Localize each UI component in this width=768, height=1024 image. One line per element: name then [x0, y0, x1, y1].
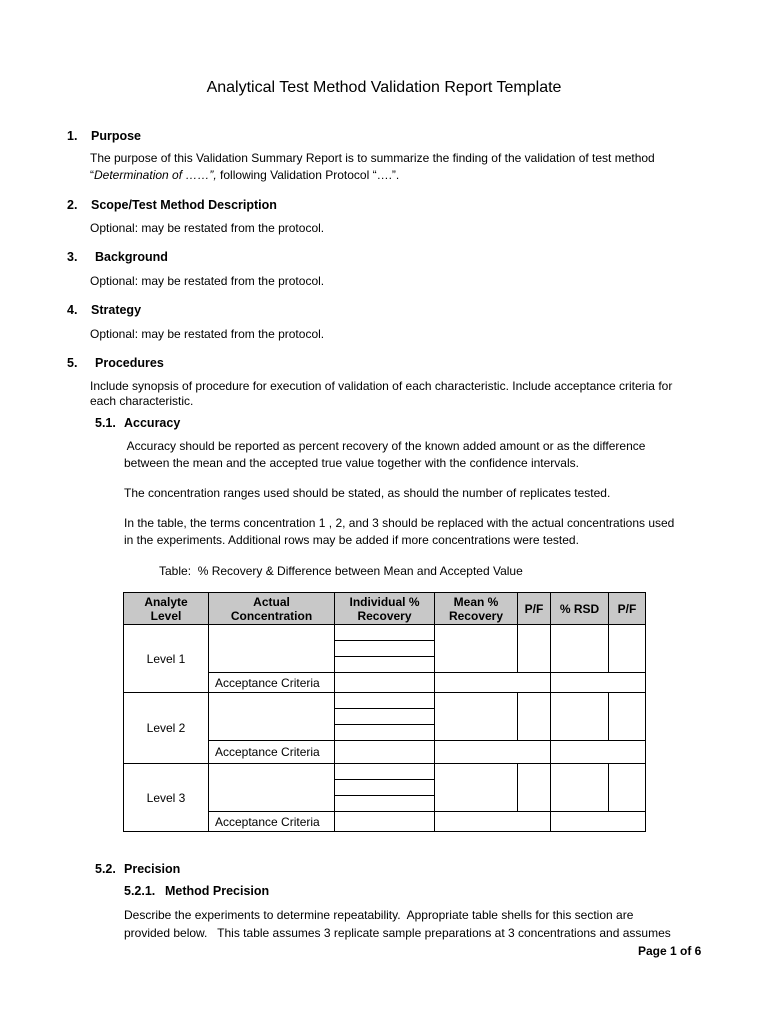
table-caption: Table: % Recovery & Difference between Mean and Accepted Value [159, 564, 523, 578]
accuracy-para-1-line-1: Accuracy should be reported as percent recovery of the known added amount or as the difference [124, 439, 646, 453]
section-5-line-2: each characteristic. [90, 394, 194, 408]
level-3-individual-cells [335, 764, 435, 812]
section-5-2-heading: 5.2. Precision [95, 862, 181, 876]
level-3-acceptance-criteria: Acceptance Criteria [209, 812, 335, 832]
section-2-heading: 2. Scope/Test Method Description [67, 198, 277, 212]
method-precision-line-1: Describe the experiments to determine repeatability. Appropriate table shells for this section are [124, 908, 634, 922]
section-4-heading: 4. Strategy [67, 303, 142, 317]
accuracy-para-3-line-1: In the table, the terms concentration 1 , 2, and 3 should be replaced with the actual concentrations used [124, 516, 675, 530]
section-1-heading: 1. Purpose [67, 129, 142, 143]
header-actual-concentration: Actual Concentration [209, 593, 335, 625]
level-1-pf2-cell [609, 625, 646, 673]
table-row [124, 625, 646, 673]
level-2-rsd-cell [551, 693, 609, 741]
level-1-pf-cell [518, 625, 551, 673]
level-3-pf2-cell [609, 764, 646, 812]
level-2-label: Level 2 [124, 693, 209, 764]
section-1-line-2: “Determination of ……”, following Validation Protocol “….”. [90, 168, 400, 182]
accuracy-para-1-line-2: between the mean and the accepted true value together with the confidence intervals. [124, 456, 579, 470]
section-2-text: Optional: may be restated from the protocol. [90, 221, 325, 235]
level-3-label: Level 3 [124, 764, 209, 832]
level-2-mean-cell [435, 693, 518, 741]
section-4-text: Optional: may be restated from the protocol. [90, 327, 325, 341]
page-number: Page 1 of 6 [638, 944, 702, 958]
page-title: Analytical Test Method Validation Report Template [206, 79, 562, 96]
level-2-pf-cell [518, 693, 551, 741]
accuracy-para-3-line-2: in the experiments. Additional rows may be added if more concentrations were tested. [124, 533, 579, 547]
section-3-heading: 3. Background [67, 250, 168, 264]
level-2-individual-cells [335, 693, 435, 741]
table-row [124, 693, 646, 741]
header-rsd: % RSD [551, 593, 609, 625]
level-1-mean-cell [435, 625, 518, 673]
level-3-mean-cell [435, 764, 518, 812]
level-2-acceptance-criteria: Acceptance Criteria [209, 741, 335, 764]
accuracy-para-2: The concentration ranges used should be stated, as should the number of replicates tested. [124, 486, 611, 500]
header-individual-recovery: Individual % Recovery [335, 593, 435, 625]
level-1-rsd-cell [551, 625, 609, 673]
header-pf-1: P/F [518, 593, 551, 625]
level-3-concentration-cell [209, 764, 335, 812]
section-5-2-1-heading: 5.2.1. Method Precision [124, 884, 270, 898]
level-3-rsd-cell [551, 764, 609, 812]
level-1-label: Level 1 [124, 625, 209, 693]
level-3-pf-cell [518, 764, 551, 812]
section-5-line-1: Include synopsis of procedure for execution of validation of each characteristic. Include acceptance criteria for [90, 379, 673, 393]
section-5-1-heading: 5.1. Accuracy [95, 416, 181, 430]
accuracy-table [123, 592, 646, 832]
level-1-concentration-cell [209, 625, 335, 673]
section-5-heading: 5. Procedures [67, 356, 164, 370]
level-2-pf2-cell [609, 693, 646, 741]
table-header-row [124, 593, 646, 625]
section-3-text: Optional: may be restated from the protocol. [90, 274, 325, 288]
header-analyte-level: Analyte Level [124, 593, 209, 625]
level-2-concentration-cell [209, 693, 335, 741]
method-precision-line-2: provided below. This table assumes 3 replicate sample preparations at 3 concentrations and assumes [124, 926, 671, 940]
level-1-individual-cells [335, 625, 435, 673]
header-pf-2: P/F [609, 593, 646, 625]
header-mean-recovery: Mean % Recovery [435, 593, 518, 625]
level-1-acceptance-criteria: Acceptance Criteria [209, 673, 335, 693]
table-row [124, 764, 646, 812]
section-1-line-1: The purpose of this Validation Summary Report is to summarize the finding of the validation of test method [90, 151, 655, 165]
